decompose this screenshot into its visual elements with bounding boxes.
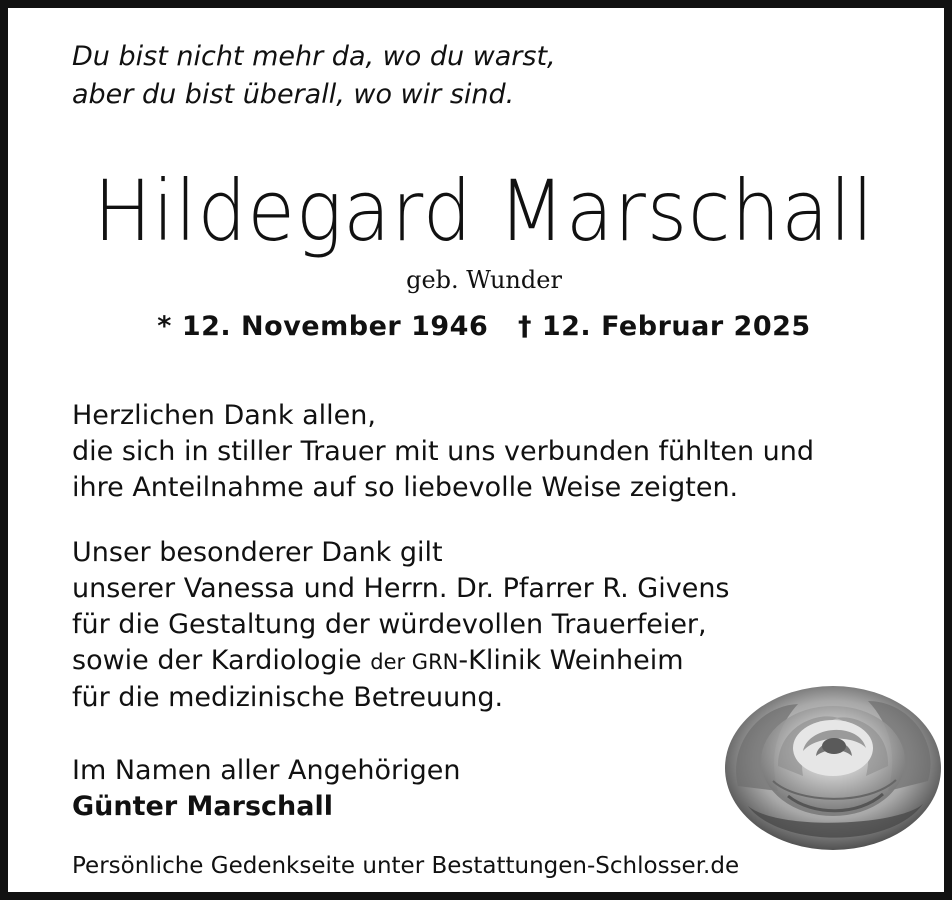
signature [72,753,460,825]
special-line-2: unserer Vanessa und Herrn. Dr. Pfarrer R. Givens [72,573,730,604]
special-line-4 [72,643,730,680]
deceased-name: Hildegard Marschall [93,162,875,260]
special-line-3: für die Gestaltung der würdevollen Trauerfeier, [72,609,707,640]
motto-line-1: Du bist nicht mehr da, wo du warst, [72,41,556,72]
special-line-4c: -Klinik Weinheim [458,645,684,676]
thanks-line-2: die sich in stiller Trauer mit uns verbunden fühlten und [72,436,814,467]
special-line-4b: der GRN [370,650,459,674]
thanks-line-1: Herzlichen Dank allen, [72,400,376,431]
death-date: † 12. Februar 2025 [517,311,811,342]
birth-date: * 12. November 1946 [157,311,489,342]
motto [72,38,556,114]
special-line-1: Unser besonderer Dank gilt [72,537,443,568]
special-line-5: für die medizinische Betreuung. [72,682,504,713]
memorial-page-link: Persönliche Gedenkseite unter Bestattungen-Schlosser.de [72,853,740,879]
thanks-paragraph [72,398,814,506]
born-name: geb. Wunder [406,266,562,294]
motto-line-2: aber du bist überall, wo wir sind. [72,79,515,110]
rose-icon [718,676,948,856]
special-thanks-paragraph [72,535,730,716]
signature-name: Günter Marschall [72,791,333,822]
thanks-line-3: ihre Anteilnahme auf so liebevolle Weise zeigten. [72,472,739,503]
life-dates [8,311,952,342]
special-line-4a: sowie der Kardiologie [72,645,362,676]
signature-line-1: Im Namen aller Angehörigen [72,755,461,786]
